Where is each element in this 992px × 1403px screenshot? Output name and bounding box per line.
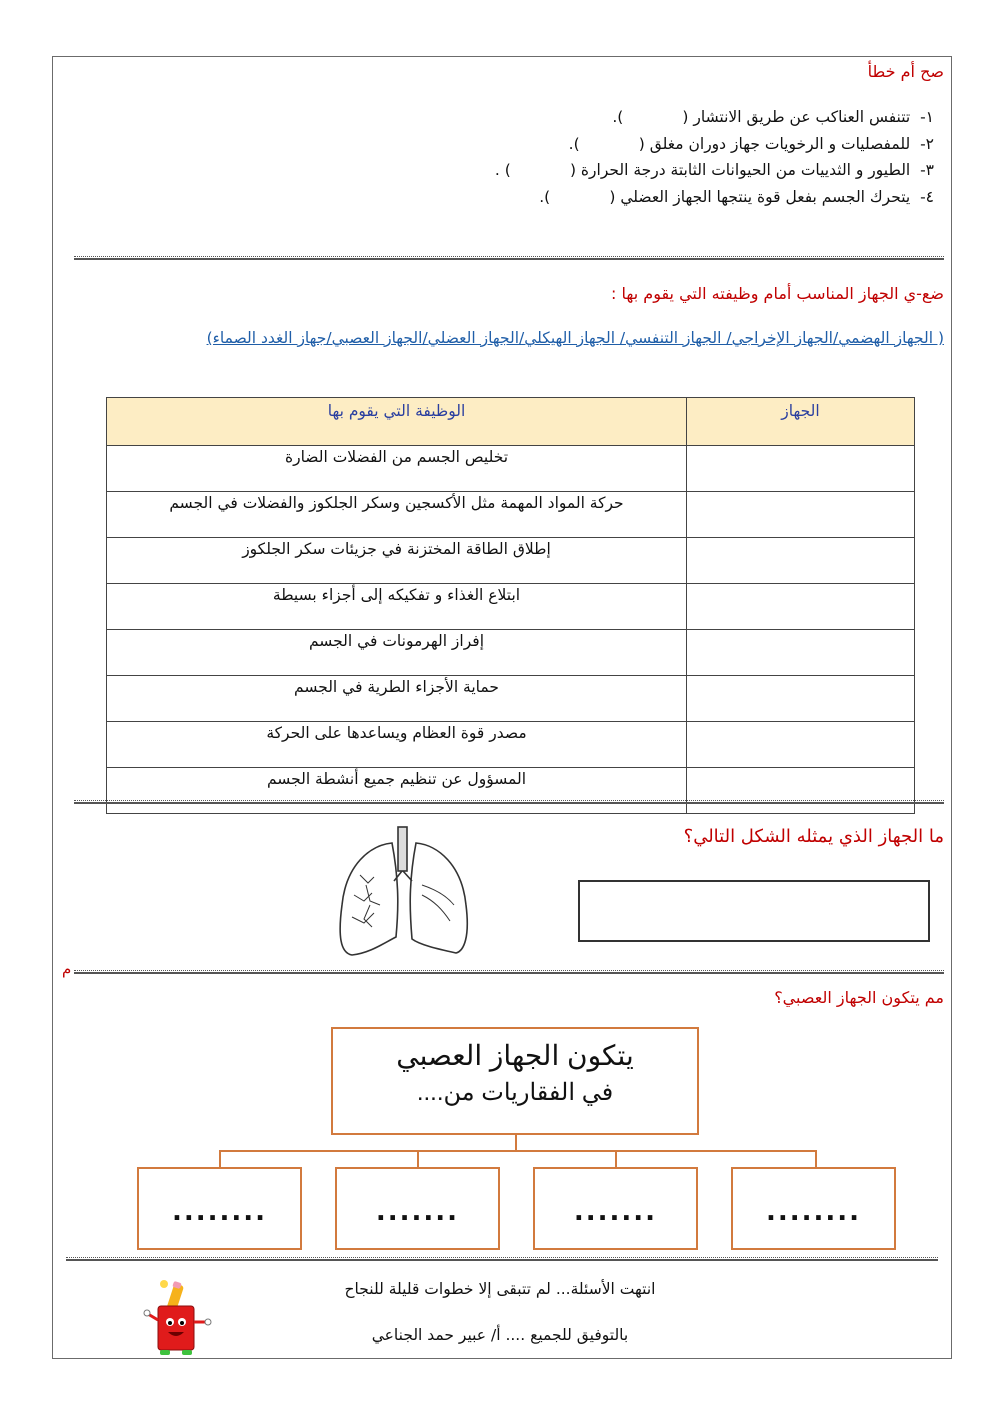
figure-answer-box[interactable]	[578, 880, 930, 942]
divider-mark: م	[62, 960, 72, 978]
tree-leaf-box[interactable]: .......	[533, 1167, 698, 1250]
figure-question-title: ما الجهاز الذي يمثله الشكل التالي؟	[683, 826, 944, 847]
section-divider	[66, 1257, 938, 1261]
function-cell: المسؤول عن تنظيم جميع أنشطة الجسم	[107, 768, 687, 814]
function-cell: ابتلاع الغذاء و تفكيكه إلى أجزاء بسيطة	[107, 584, 687, 630]
device-answer-cell[interactable]	[687, 446, 915, 492]
root-line-1: يتكون الجهاز العصبي	[396, 1040, 634, 1071]
table-row	[107, 676, 915, 722]
device-answer-cell[interactable]	[687, 538, 915, 584]
tree-leaf-box[interactable]: ........	[731, 1167, 896, 1250]
true-false-list	[495, 104, 934, 210]
function-cell: إطلاق الطاقة المختزنة في جزيئات سكر الجلكوز	[107, 538, 687, 584]
left-lung	[340, 843, 398, 955]
matching-table	[106, 397, 915, 814]
table-row	[107, 768, 915, 814]
device-answer-cell[interactable]	[687, 722, 915, 768]
section-divider	[74, 256, 944, 260]
table-row	[107, 584, 915, 630]
question-item: ٣- الطيور و الثدييات من الحيوانات الثابتة درجة الحرارة ( ) .	[494, 161, 934, 179]
root-line-2: في الفقاريات من....	[416, 1079, 614, 1106]
footer-line-1: انتهت الأسئلة... لم تتبقى إلا خطوات قليلة للنجاح	[344, 1280, 656, 1298]
nervous-system-title: مم يتكون الجهاز العصبي؟	[774, 988, 944, 1007]
tree-connector	[219, 1150, 221, 1168]
section-divider	[74, 800, 944, 804]
tree-leaf-box[interactable]: .......	[335, 1167, 500, 1250]
table-row	[107, 722, 915, 768]
tree-connector	[515, 1135, 517, 1151]
function-cell: حماية الأجزاء الطرية في الجسم	[107, 676, 687, 722]
device-options-list: ( الجهاز الهضمي/الجهاز الإخراجي/ الجهاز التنفسي/ الجهاز الهيكلي/الجهاز العضلي/الجهاز العصبي/جهاز الغدد الصماء)	[206, 329, 944, 347]
table-header-row	[107, 398, 915, 446]
section-divider	[74, 970, 944, 974]
book-pencil-mascot-icon	[140, 1278, 215, 1358]
tree-root-box	[331, 1027, 699, 1135]
tree-connector	[615, 1150, 617, 1168]
matching-title: ضع-ي الجهاز المناسب أمام وظيفته التي يقوم بها :	[611, 284, 944, 303]
function-cell: حركة المواد المهمة مثل الأكسجين وسكر الجلكوز والفضلات في الجسم	[107, 492, 687, 538]
header-function: الوظيفة التي يقوم بها	[107, 398, 687, 446]
table-row	[107, 492, 915, 538]
function-cell: إفراز الهرمونات في الجسم	[107, 630, 687, 676]
table-row	[107, 446, 915, 492]
device-answer-cell[interactable]	[687, 630, 915, 676]
device-answer-cell[interactable]	[687, 676, 915, 722]
question-item: ٤- يتحرك الجسم بفعل قوة ينتجها الجهاز العضلي ( ).	[539, 187, 934, 206]
function-cell: تخليص الجسم من الفضلات الضارة	[107, 446, 687, 492]
trachea	[398, 827, 407, 871]
question-item: ١- تتنفس العناكب عن طريق الانتشار ( ).	[612, 108, 934, 126]
header-device: الجهاز	[687, 398, 915, 446]
device-answer-cell[interactable]	[687, 768, 915, 814]
device-answer-cell[interactable]	[687, 584, 915, 630]
tree-connector	[815, 1150, 817, 1168]
right-lung	[410, 843, 467, 953]
question-item: ٢- للمفصليات و الرخويات جهاز دوران مغلق ( ).	[568, 134, 934, 153]
true-false-title: صح أم خطأ	[867, 62, 944, 81]
lungs-icon	[330, 825, 480, 960]
function-cell: مصدر قوة العظام ويساعدها على الحركة	[107, 722, 687, 768]
tree-connector	[219, 1150, 817, 1152]
tree-connector	[417, 1150, 419, 1168]
tree-leaf-box[interactable]: ........	[137, 1167, 302, 1250]
table-row	[107, 538, 915, 584]
footer-line-2: بالتوفيق للجميع .... أ/ عبير حمد الجناعي	[371, 1326, 629, 1344]
table-row	[107, 630, 915, 676]
device-answer-cell[interactable]	[687, 492, 915, 538]
